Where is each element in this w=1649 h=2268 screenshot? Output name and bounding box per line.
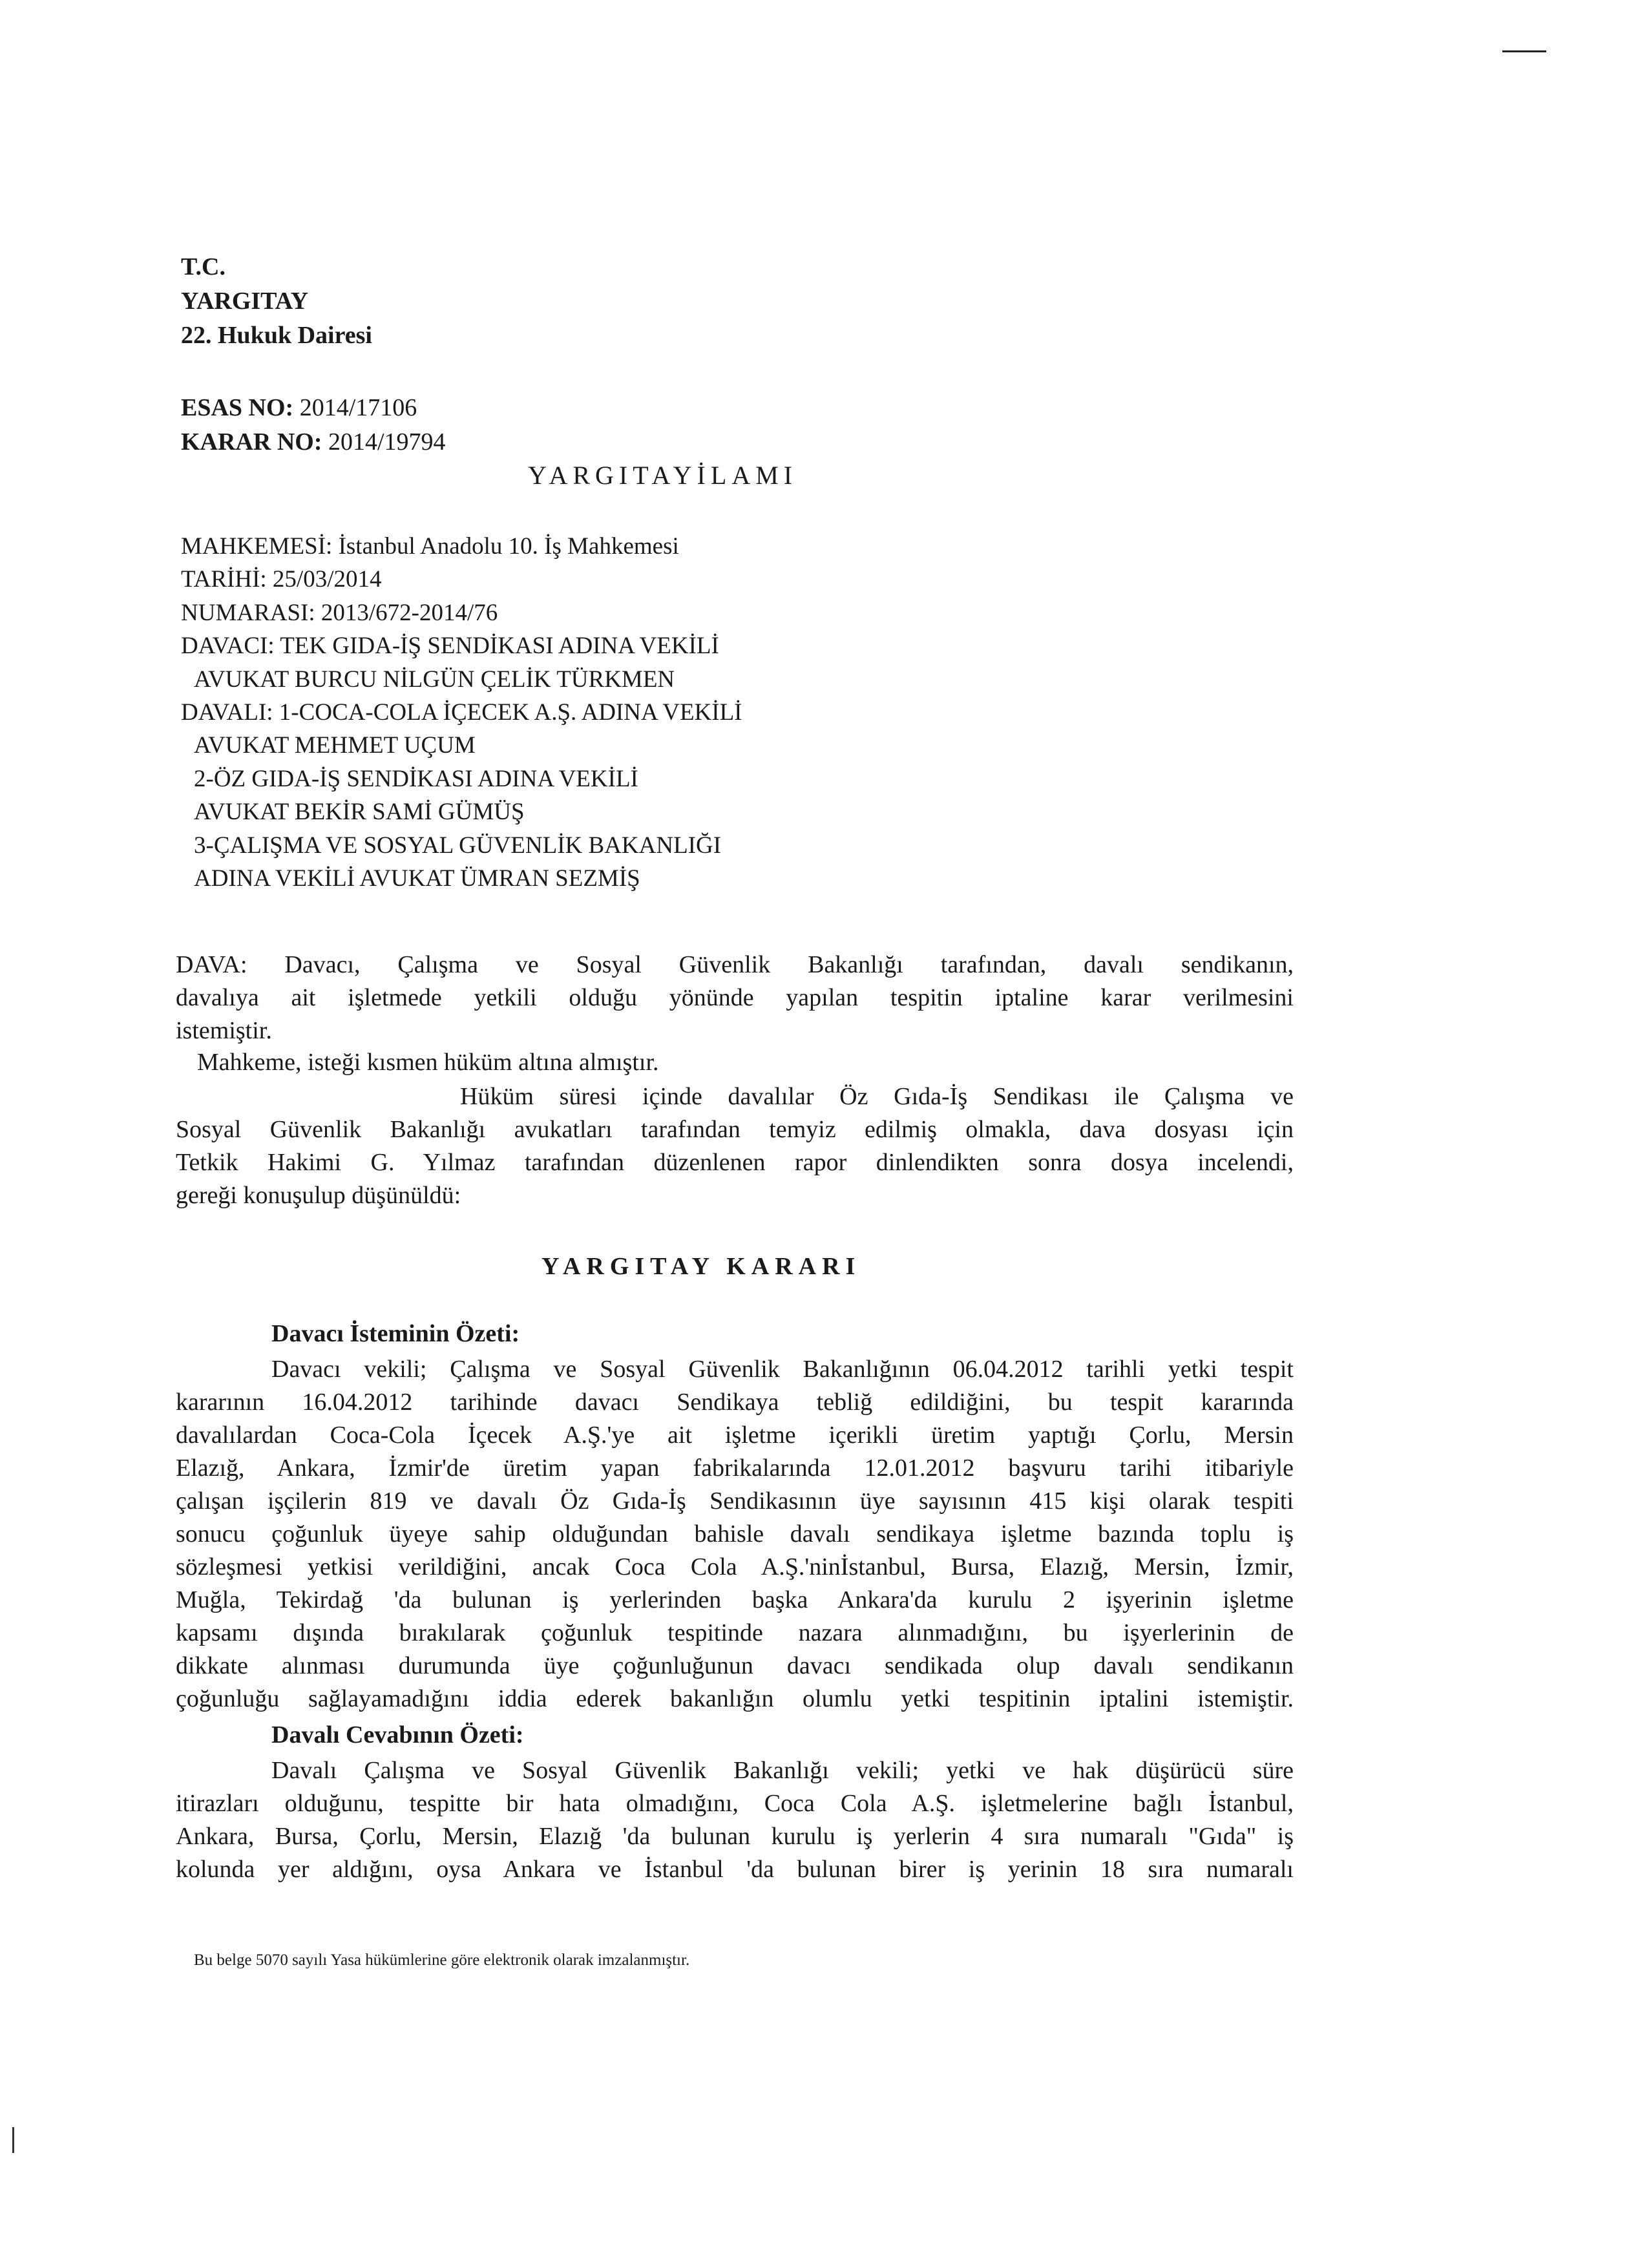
davali-line: Ankara, Bursa, Çorlu, Mersin, Elazığ 'da bulunan kurulu iş yerlerin 4 sıra numaralı "Gıda" iş (176, 1823, 1294, 1850)
party-tarih: TARİHİ: 25/03/2014 (181, 566, 382, 593)
karar-no: KARAR NO: 2014/19794 (181, 428, 446, 456)
dava-line: DAVA: Davacı, Çalışma ve Sosyal Güvenlik Bakanlığı tarafından, davalı sendikanın, (176, 951, 1294, 978)
party-davali-1: DAVALI: 1-COCA-COLA İÇECEK A.Ş. ADINA VEKİLİ (181, 699, 742, 726)
davali-heading: Davalı Cevabının Özeti: (271, 1721, 524, 1748)
scan-mark-left (12, 2127, 14, 2153)
party-davali-2-avukat: AVUKAT BEKİR SAMİ GÜMÜŞ (194, 799, 525, 826)
header-court: YARGITAY (181, 288, 309, 315)
party-davali-1-avukat: AVUKAT MEHMET UÇUM (194, 732, 476, 759)
davaci-line: kapsamı dışında bırakılarak çoğunluk tespitinde nazara alınmadığını, bu işyerlerinin de (176, 1619, 1294, 1646)
davaci-line: Davacı vekili; Çalışma ve Sosyal Güvenlik Bakanlığının 06.04.2012 tarihli yetki tespit (271, 1356, 1294, 1383)
mahkeme-line: Mahkeme, isteği kısmen hüküm altına almıştır. (197, 1049, 659, 1076)
davaci-line: çalışan işçilerin 819 ve davalı Öz Gıda-İş Sendikasının üye sayısının 415 kişi olarak tespiti (176, 1487, 1294, 1515)
party-mahkeme: MAHKEMESİ: İstanbul Anadolu 10. İş Mahkemesi (181, 533, 679, 560)
esas-no: ESAS NO: 2014/17106 (181, 394, 417, 421)
davali-paragraph (176, 1754, 1294, 1886)
dava-paragraph (176, 949, 1294, 1047)
davaci-line: Elazığ, Ankara, İzmir'de üretim yapan fabrikalarında 12.01.2012 başvuru tarihi itibariyle (176, 1454, 1294, 1482)
davaci-line: Muğla, Tekirdağ 'da bulunan iş yerlerinden başka Ankara'da kurulu 2 işyerinin işletme (176, 1586, 1294, 1613)
party-davali-2: 2-ÖZ GIDA-İŞ SENDİKASI ADINA VEKİLİ (194, 765, 638, 792)
davaci-heading: Davacı İsteminin Özeti: (271, 1320, 520, 1347)
davali-line: itirazları olduğunu, tespitte bir hata olmadığını, Coca Cola A.Ş. işletmelerine bağlı İstanbul, (176, 1790, 1294, 1817)
party-numara: NUMARASI: 2013/672-2014/76 (181, 599, 498, 626)
davaci-line: dikkate alınması durumunda üye çoğunluğunun davacı sendikada olup davalı sendikanın (176, 1652, 1294, 1679)
temyiz-line: Hüküm süresi içinde davalılar Öz Gıda-İş Sendikası ile Çalışma ve (460, 1083, 1294, 1110)
davaci-line: sonucu çoğunluk üyeye sahip olduğundan bahisle davalı sendikaya işletme bazında toplu iş (176, 1520, 1294, 1548)
party-davaci: DAVACI: TEK GIDA-İŞ SENDİKASI ADINA VEKİLİ (181, 633, 719, 660)
davaci-line: sözleşmesi yetkisi verildiğini, ancak Coca Cola A.Ş.'ninİstanbul, Bursa, Elazığ, Mersin, İzmir, (176, 1553, 1294, 1580)
scan-mark-top (1502, 50, 1546, 52)
temyiz-paragraph (176, 1080, 1294, 1212)
e-signature-footer: Bu belge 5070 sayılı Yasa hükümlerine göre elektronik olarak imzalanmıştır. (194, 1951, 690, 1969)
temyiz-line: gereği konuşulup düşünüldü: (176, 1182, 461, 1209)
davaci-line: kararının 16.04.2012 tarihinde davacı Sendikaya tebliğ edildiğini, bu tespit kararında (176, 1389, 1294, 1416)
party-davaci-avukat: AVUKAT BURCU NİLGÜN ÇELİK TÜRKMEN (194, 666, 675, 693)
temyiz-line: Tetkik Hakimi G. Yılmaz tarafından düzenlenen rapor dinlendikten sonra dosya incelendi, (176, 1149, 1294, 1176)
parties-block (181, 530, 1150, 895)
davali-line: Davalı Çalışma ve Sosyal Güvenlik Bakanlığı vekili; yetki ve hak düşürücü süre (271, 1757, 1294, 1784)
davali-line: kolunda yer aldığını, oysa Ankara ve İstanbul 'da bulunan birer iş yerinin 18 sıra numaralı (176, 1856, 1294, 1883)
davaci-paragraph (176, 1353, 1294, 1716)
karar-title: YARGITAY KARARI (541, 1253, 861, 1280)
ilam-title: YARGITAYİLAMI (528, 461, 798, 490)
party-davali-3-avukat: ADINA VEKİLİ AVUKAT ÜMRAN SEZMİŞ (194, 865, 640, 892)
davaci-line: çoğunluğu sağlayamadığını iddia ederek bakanlığın olumlu yetki tespitinin iptalini istemiştir. (176, 1685, 1294, 1712)
party-davali-3: 3-ÇALIŞMA VE SOSYAL GÜVENLİK BAKANLIĞI (194, 832, 722, 859)
header-chamber: 22. Hukuk Dairesi (181, 322, 372, 349)
dava-line: davalıya ait işletmede yetkili olduğu yönünde yapılan tespitin iptaline karar verilmesini (176, 984, 1294, 1011)
temyiz-line: Sosyal Güvenlik Bakanlığı avukatları tarafından temyiz edilmiş olmakla, dava dosyası için (176, 1116, 1294, 1143)
davaci-line: davalılardan Coca-Cola İçecek A.Ş.'ye ait işletme içerikli üretim yaptığı Çorlu, Mersin (176, 1422, 1294, 1449)
dava-line: istemiştir. (176, 1017, 272, 1044)
header-tc: T.C. (181, 253, 226, 280)
